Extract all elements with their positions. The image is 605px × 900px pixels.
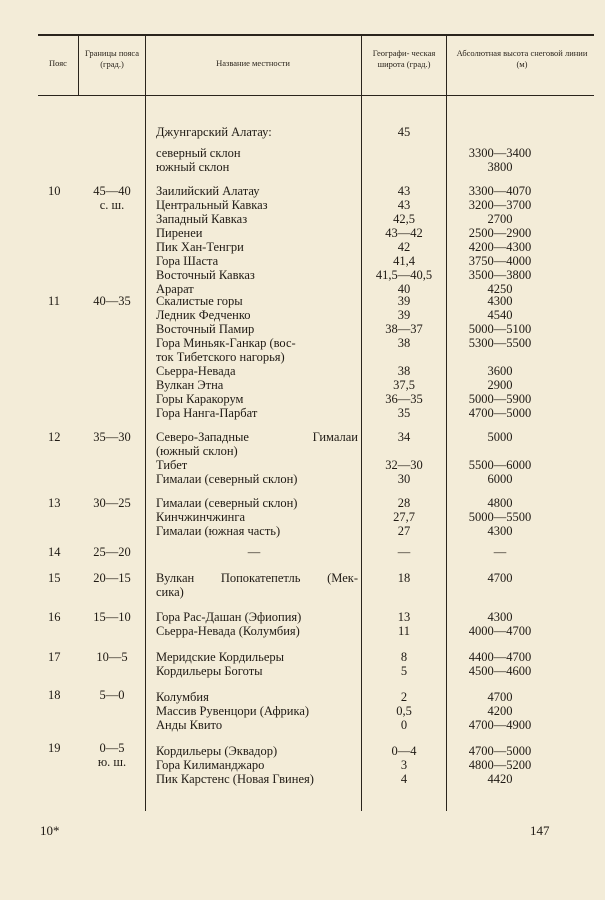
place-name: Кордильеры (Эквадор)	[156, 744, 278, 758]
latitude-value: 38—37	[385, 322, 423, 336]
altitude-value: 5000—5900	[468, 392, 532, 406]
altitude-value: 3200—3700	[468, 198, 532, 212]
latitude-value: 8	[400, 650, 408, 664]
place-name-continued: (южный склон)	[156, 444, 238, 458]
latitude-value: 35	[397, 406, 411, 420]
altitude-value: 4800	[487, 496, 513, 510]
latitude-value: 42	[397, 240, 411, 254]
latitude-value: 41,5—40,5	[375, 268, 433, 282]
altitude-value: 4500—4600	[468, 664, 532, 678]
latitude-value: 39	[397, 308, 411, 322]
zone-bounds: 20—15	[93, 571, 131, 585]
altitude-value: 4250	[487, 282, 513, 296]
zone-hemisphere: с. ш.	[99, 198, 125, 212]
zone-number: 16	[48, 610, 61, 624]
zone-number: 14	[48, 545, 61, 559]
place-name: северный склон	[156, 146, 241, 160]
place-name: Заилийский Алатау	[156, 184, 260, 198]
place-name: Тибет	[156, 458, 188, 472]
altitude-value: 3800	[487, 160, 513, 174]
latitude-value: 39	[397, 294, 411, 308]
latitude-value: 4	[400, 772, 408, 786]
zone-bounds: 25—20	[93, 545, 131, 559]
latitude-value: 27	[397, 524, 411, 538]
zone-number: 11	[48, 294, 61, 308]
latitude-value: 27,7	[393, 510, 415, 524]
header-latitude: Географи- ческая широта (град.)	[372, 48, 436, 69]
place-name: Гора Шаста	[156, 254, 219, 268]
place-name: Кинчжинчжинга	[156, 510, 245, 524]
zone-bounds: 0—5	[99, 741, 125, 755]
place-name: Гора Килиманджаро	[156, 758, 265, 772]
place-name: южный склон	[156, 160, 230, 174]
altitude-value: 4300	[487, 610, 513, 624]
zone-bounds: 40—35	[93, 294, 131, 308]
latitude-value: 0	[400, 718, 408, 732]
latitude-value: 28	[397, 496, 411, 510]
latitude-value: 43	[397, 198, 411, 212]
place-name: Горы Каракорум	[156, 392, 244, 406]
latitude-value: 18	[397, 571, 411, 585]
zone-hemisphere: ю. ш.	[97, 755, 127, 769]
header-altitude: Абсолютная высота снеговой линии (м)	[456, 48, 588, 69]
altitude-value: 4700	[487, 571, 513, 585]
altitude-value: 4000—4700	[468, 624, 532, 638]
latitude-value: 11	[397, 624, 411, 638]
latitude-value: —	[397, 545, 411, 559]
zone-number: 10	[48, 184, 61, 198]
latitude-value: 0,5	[396, 704, 412, 718]
column-divider	[78, 36, 79, 95]
zone-bounds: 35—30	[93, 430, 131, 444]
latitude-value: 5	[400, 664, 408, 678]
place-name: Гора Миньяк-Ганкар (вос-	[156, 336, 296, 350]
place-name: Вулкан Попокатепетль (Мек-	[156, 571, 358, 585]
column-divider	[145, 36, 146, 811]
column-divider	[361, 36, 362, 811]
place-name: Сьерра-Невада	[156, 364, 236, 378]
place-name: Вулкан Этна	[156, 378, 224, 392]
place-name-continued: сика)	[156, 585, 184, 599]
place-name: Скалистые горы	[156, 294, 243, 308]
altitude-value: 4200	[487, 704, 513, 718]
altitude-value: 5000—5100	[468, 322, 532, 336]
latitude-value: 41,4	[393, 254, 415, 268]
latitude-value: 43—42	[385, 226, 423, 240]
latitude-value: 0—4	[391, 744, 417, 758]
zone-bounds: 15—10	[93, 610, 131, 624]
zone-number: 15	[48, 571, 61, 585]
latitude-value: 34	[397, 430, 411, 444]
place-name: Кордильеры Боготы	[156, 664, 263, 678]
place-name: Анды Квито	[156, 718, 223, 732]
zone-number: 19	[48, 741, 61, 755]
altitude-value: 3750—4000	[468, 254, 532, 268]
zone-number: 12	[48, 430, 61, 444]
altitude-value: —	[493, 545, 507, 559]
altitude-value: 4400—4700	[468, 650, 532, 664]
header-bottom-rule	[38, 95, 594, 96]
header-zone: Пояс	[49, 58, 67, 68]
place-name: Пик Хан-Тенгри	[156, 240, 244, 254]
place-name: Северо-Западные Гималаи	[156, 430, 358, 444]
zone-bounds: 5—0	[99, 688, 125, 702]
zone-bounds: 45—40	[93, 184, 131, 198]
place-name: Пиренеи	[156, 226, 203, 240]
altitude-value: 6000	[487, 472, 513, 486]
header-bounds: Границы пояса (град.)	[84, 48, 140, 69]
latitude-value: 36—35	[385, 392, 423, 406]
place-name: —	[247, 545, 261, 559]
altitude-value: 4700—5000	[468, 744, 532, 758]
altitude-value: 5000	[487, 430, 513, 444]
latitude-value: 2	[400, 690, 408, 704]
altitude-value: 4200—4300	[468, 240, 532, 254]
latitude-value: 13	[397, 610, 411, 624]
altitude-value: 2900	[487, 378, 513, 392]
altitude-value: 4300	[487, 524, 513, 538]
place-name: Гора Рас-Дашан (Эфиопия)	[156, 610, 302, 624]
altitude-value: 2700	[487, 212, 513, 226]
altitude-value: 4800—5200	[468, 758, 532, 772]
latitude-value: 40	[397, 282, 411, 296]
place-name: Восточный Кавказ	[156, 268, 255, 282]
place-name: Гималаи (северный склон)	[156, 496, 298, 510]
place-name: Пик Карстенс (Новая Гвинея)	[156, 772, 314, 786]
zone-number: 18	[48, 688, 61, 702]
altitude-value: 4540	[487, 308, 513, 322]
place-name: Гималаи (северный склон)	[156, 472, 298, 486]
altitude-value: 3300—3400	[468, 146, 532, 160]
latitude-value: 37,5	[393, 378, 415, 392]
place-name: Гималаи (южная часть)	[156, 524, 281, 538]
altitude-value: 4700—5000	[468, 406, 532, 420]
latitude-value: 43	[397, 184, 411, 198]
latitude-value: 32—30	[385, 458, 423, 472]
table-top-rule	[38, 34, 594, 36]
altitude-value: 2500—2900	[468, 226, 532, 240]
place-name-continued: ток Тибетского нагорья)	[156, 350, 285, 364]
latitude-value: 42,5	[393, 212, 415, 226]
place-name: Восточный Памир	[156, 322, 255, 336]
altitude-value: 3600	[487, 364, 513, 378]
altitude-value: 4300	[487, 294, 513, 308]
latitude-value: 30	[397, 472, 411, 486]
place-name: Западный Кавказ	[156, 212, 248, 226]
zone-bounds: 30—25	[93, 496, 131, 510]
latitude-value: 3	[400, 758, 408, 772]
altitude-value: 4700—4900	[468, 718, 532, 732]
place-name: Меридские Кордильеры	[156, 650, 285, 664]
altitude-value: 5000—5500	[468, 510, 532, 524]
zone-number: 17	[48, 650, 61, 664]
altitude-value: 4420	[487, 772, 513, 786]
place-name: Арарат	[156, 282, 194, 296]
altitude-value: 3300—4070	[468, 184, 532, 198]
zone-number: 13	[48, 496, 61, 510]
latitude-value: 38	[397, 364, 411, 378]
place-name: Сьерра-Невада (Колумбия)	[156, 624, 300, 638]
altitude-value: 5500—6000	[468, 458, 532, 472]
printer-signature: 10*	[40, 823, 60, 838]
place-name: Джунгарский Алатау:	[156, 125, 272, 139]
place-name: Массив Рувенцори (Африка)	[156, 704, 310, 718]
place-name: Центральный Кавказ	[156, 198, 268, 212]
place-name: Ледник Федченко	[156, 308, 251, 322]
altitude-value: 3500—3800	[468, 268, 532, 282]
page-number: 147	[530, 823, 550, 838]
place-name: Гора Нанга-Парбат	[156, 406, 258, 420]
column-divider	[446, 36, 447, 811]
altitude-value: 5300—5500	[468, 336, 532, 350]
place-name: Колумбия	[156, 690, 209, 704]
zone-bounds: 10—5	[96, 650, 128, 664]
latitude-value: 38	[397, 336, 411, 350]
latitude-value: 45	[397, 125, 411, 139]
altitude-value: 4700	[487, 690, 513, 704]
header-place: Название местности	[216, 58, 290, 68]
